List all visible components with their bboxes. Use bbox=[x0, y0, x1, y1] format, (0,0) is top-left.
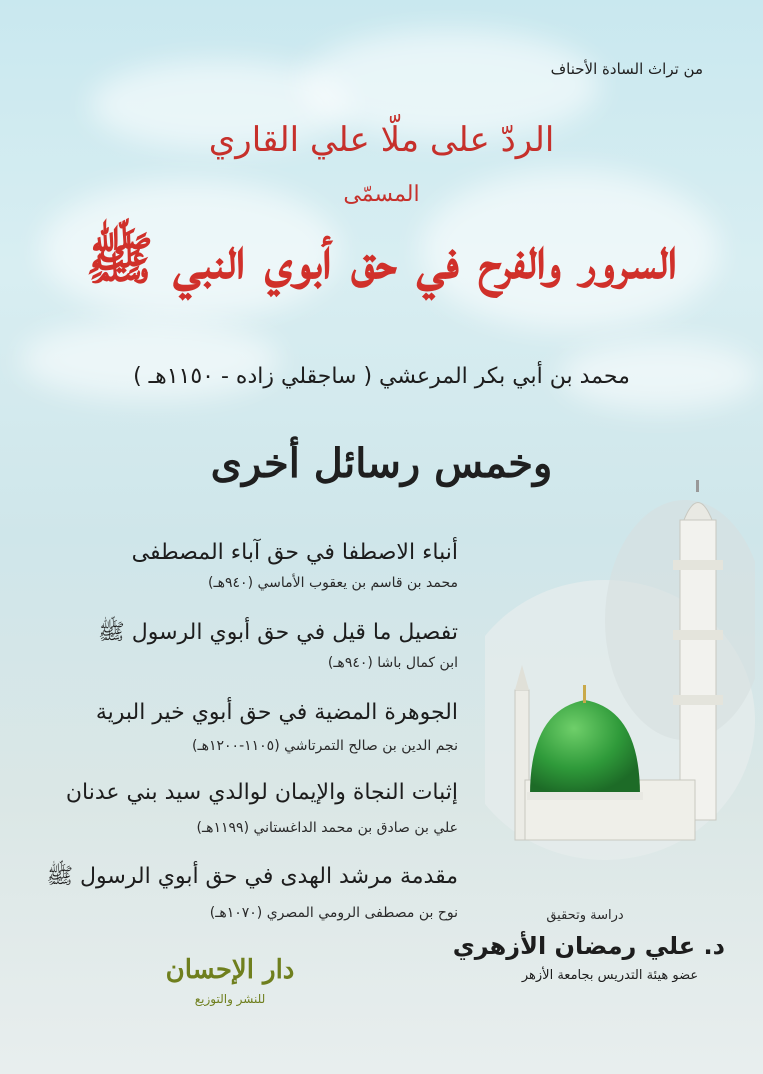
treatise-title: تفصيل ما قيل في حق أبوي الرسول ﷺ bbox=[98, 620, 458, 645]
treatise-title: إثبات النجاة والإيمان لوالدي سيد بني عدنان bbox=[65, 780, 458, 805]
series-label: من تراث السادة الأحناف bbox=[550, 60, 703, 78]
main-title: السرور والفرح في حق أبوي النبي ﷺ bbox=[85, 226, 678, 292]
study-label: دراسة وتحقيق bbox=[546, 908, 624, 923]
green-dome-mosque-illustration bbox=[485, 480, 755, 880]
treatise-title: الجوهرة المضية في حق أبوي خير البرية bbox=[95, 700, 458, 725]
other-treatises-heading: وخمس رسائل أخرى bbox=[210, 440, 553, 487]
named-label: المسمّى bbox=[343, 182, 420, 207]
treatise-title: أنباء الاصطفا في حق آباء المصطفى bbox=[131, 540, 458, 565]
publisher-logo-name: دار الإحسان bbox=[165, 955, 295, 985]
publisher-tagline: للنشر والتوزيع bbox=[194, 992, 266, 1006]
treatise-author: ابن كمال باشا (٩٤٠هـ) bbox=[327, 655, 458, 671]
main-author: محمد بن أبي بكر المرعشي ( ساجقلي زاده - ١١٥٠هـ ) bbox=[133, 364, 630, 389]
editor-role: عضو هيئة التدريس بجامعة الأزهر bbox=[521, 968, 699, 983]
treatise-author: محمد بن قاسم بن يعقوب الأماسي (٩٤٠هـ) bbox=[208, 575, 458, 591]
editor-name: د. علي رمضان الأزهري bbox=[452, 932, 725, 960]
treatise-author: نوح بن مصطفى الرومي المصري (١٠٧٠هـ) bbox=[209, 905, 458, 921]
refutation-title: الردّ على ملّا علي القاري bbox=[208, 120, 555, 160]
treatise-author: علي بن صادق بن محمد الداغستاني (١١٩٩هـ) bbox=[196, 820, 458, 836]
treatise-author: نجم الدين بن صالح التمرتاشي (١١٠٥-١٢٠٠هـ) bbox=[192, 738, 458, 754]
treatise-title: مقدمة مرشد الهدى في حق أبوي الرسول ﷺ bbox=[46, 864, 458, 889]
